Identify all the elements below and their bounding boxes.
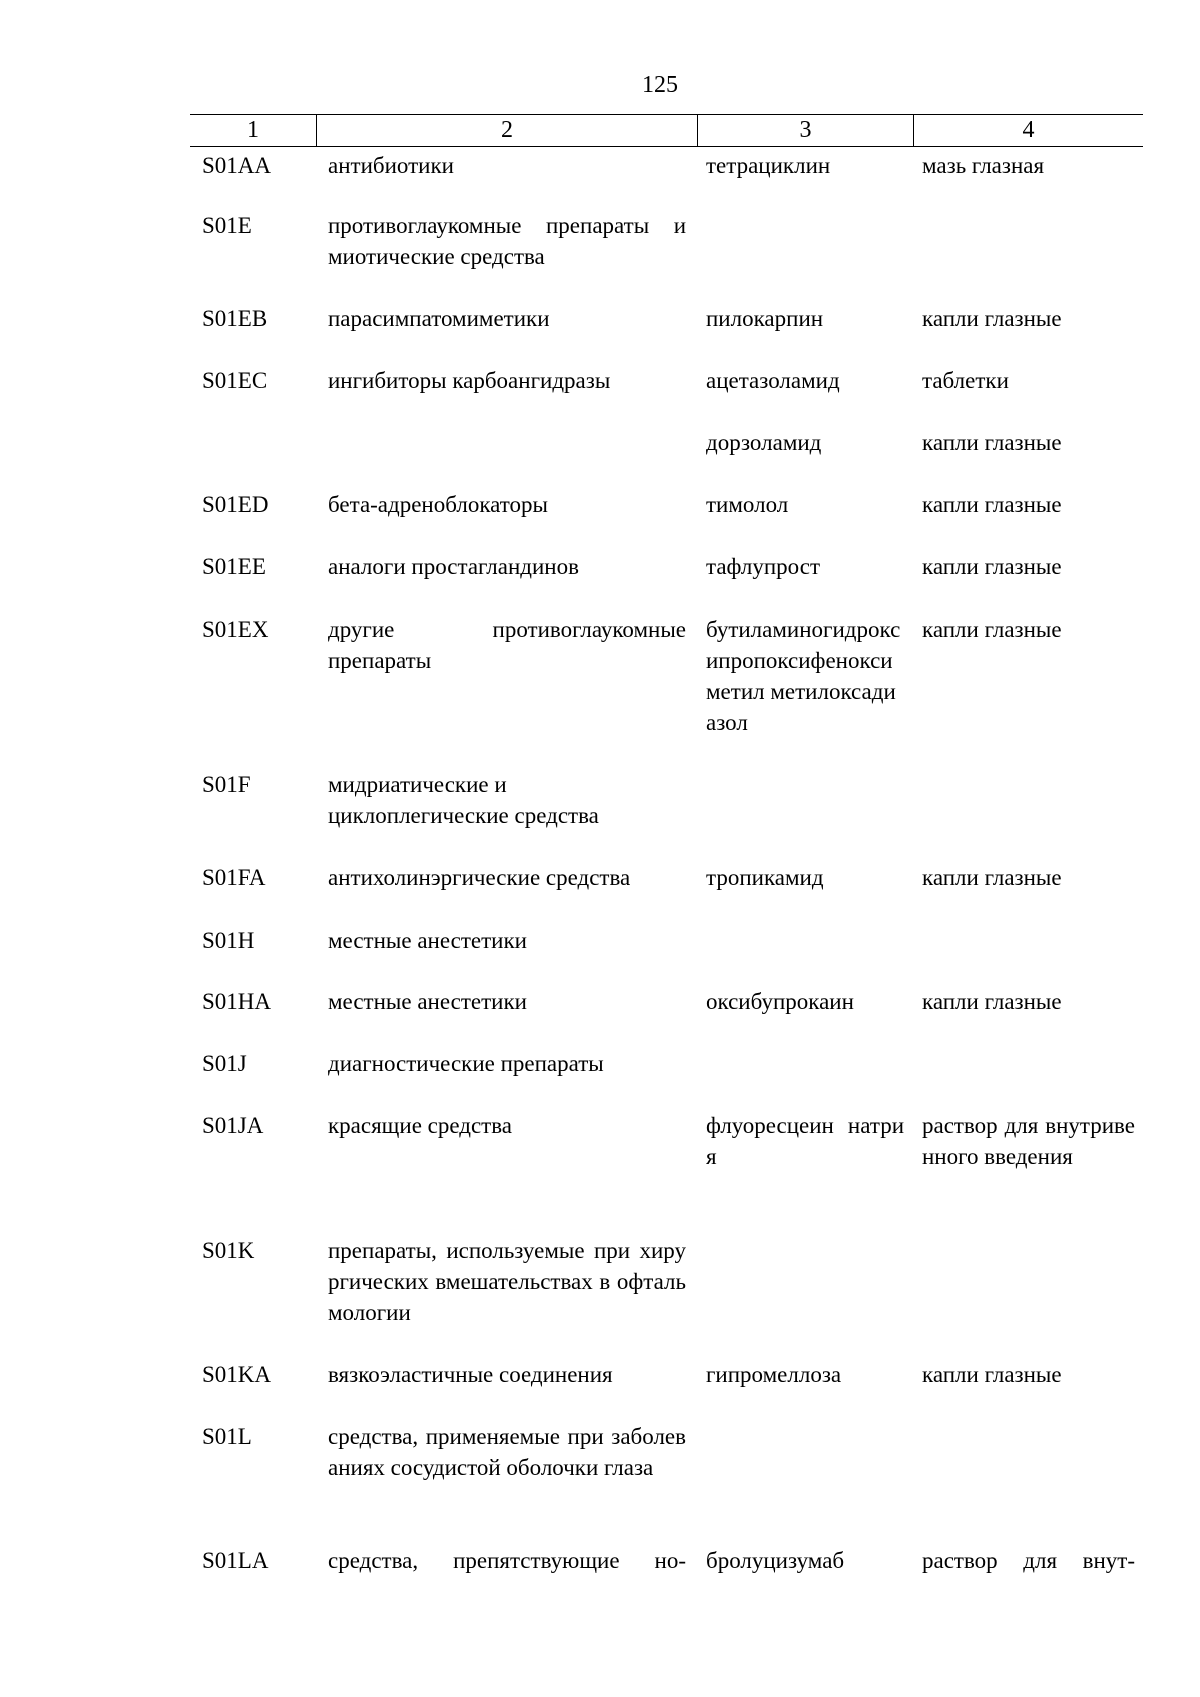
group-name: аналоги простагландинов — [328, 554, 579, 579]
atc-code: S01HA — [202, 989, 272, 1014]
dosage-form: таблетки — [922, 368, 1009, 393]
column-header-3: 3 — [697, 115, 913, 146]
dosage-form: раствор для внутривенного введения — [922, 1113, 1135, 1169]
drug-name: дорзоламид — [706, 430, 822, 455]
drug-name: оксибупрокаин — [706, 989, 854, 1014]
group-name: парасимпатомиметики — [328, 306, 550, 331]
atc-code: S01EC — [202, 368, 268, 393]
dosage-form: капли глазные — [922, 492, 1062, 517]
dosage-form: капли глазные — [922, 306, 1062, 331]
atc-code: S01K — [202, 1238, 255, 1263]
drug-name: бролуцизумаб — [706, 1548, 845, 1573]
dosage-form: капли глазные — [922, 1362, 1062, 1387]
atc-code: S01EX — [202, 617, 269, 642]
group-name: другие противоглаукомные препараты — [328, 617, 686, 673]
group-name: мидриатические и циклоплегические средства — [328, 772, 599, 828]
group-name: диагностические препараты — [328, 1051, 604, 1076]
drug-name: бутиламиногидроксипропоксифеноксиметил метилоксадиазол — [706, 617, 901, 735]
group-name: красящие средства — [328, 1113, 512, 1138]
group-name: вязкоэластичные соединения — [328, 1362, 613, 1387]
group-name: местные анестетики — [328, 989, 527, 1014]
drug-name: флуоресцеин натрия — [706, 1113, 904, 1169]
atc-code: S01F — [202, 772, 251, 797]
drug-name: тимолол — [706, 492, 789, 517]
atc-code: S01EE — [202, 554, 266, 579]
atc-code: S01JA — [202, 1113, 264, 1138]
table-header — [190, 114, 1143, 147]
atc-code: S01EB — [202, 306, 268, 331]
atc-code: S01KA — [202, 1362, 272, 1387]
atc-code: S01ED — [202, 492, 269, 517]
column-header-1: 1 — [247, 117, 259, 143]
dosage-form: капли глазные — [922, 430, 1062, 455]
column-header-4: 4 — [913, 115, 1143, 146]
dosage-form: капли глазные — [922, 865, 1062, 890]
group-name: антибиотики — [328, 153, 454, 178]
dosage-form: раствор для внут- — [922, 1548, 1135, 1573]
drug-name: гипромеллоза — [706, 1362, 842, 1387]
atc-code: S01AA — [202, 153, 272, 178]
group-name: местные анестетики — [328, 928, 527, 953]
drug-name: тропикамид — [706, 865, 824, 890]
group-name: средства, препятствующие но- — [328, 1548, 686, 1573]
atc-code: S01H — [202, 928, 255, 953]
drug-name: ацетазоламид — [706, 368, 840, 393]
dosage-form: мазь глазная — [922, 153, 1045, 178]
atc-code: S01FA — [202, 865, 266, 890]
dosage-form: капли глазные — [922, 989, 1062, 1014]
drug-name: тетрациклин — [706, 153, 831, 178]
group-name: антихолинэргические средства — [328, 865, 631, 890]
atc-code: S01J — [202, 1051, 247, 1076]
dosage-form: капли глазные — [922, 554, 1062, 579]
drug-name: тафлупрост — [706, 554, 820, 579]
group-name: препараты, используемые при хирургических вмешательствах в офтальмологии — [328, 1238, 686, 1325]
drug-name: пилокарпин — [706, 306, 824, 331]
page-number: 125 — [642, 72, 678, 98]
atc-code: S01LA — [202, 1548, 269, 1573]
column-header-2: 2 — [316, 115, 697, 146]
group-name: бета-адреноблокаторы — [328, 492, 548, 517]
dosage-form: капли глазные — [922, 617, 1062, 642]
group-name: средства, применяемые при заболеваниях сосудистой оболочки глаза — [328, 1424, 686, 1480]
group-name: противоглаукомные препараты и миотические средства — [328, 213, 686, 269]
atc-code: S01E — [202, 213, 252, 238]
atc-code: S01L — [202, 1424, 252, 1449]
group-name: ингибиторы карбоангидразы — [328, 368, 611, 393]
